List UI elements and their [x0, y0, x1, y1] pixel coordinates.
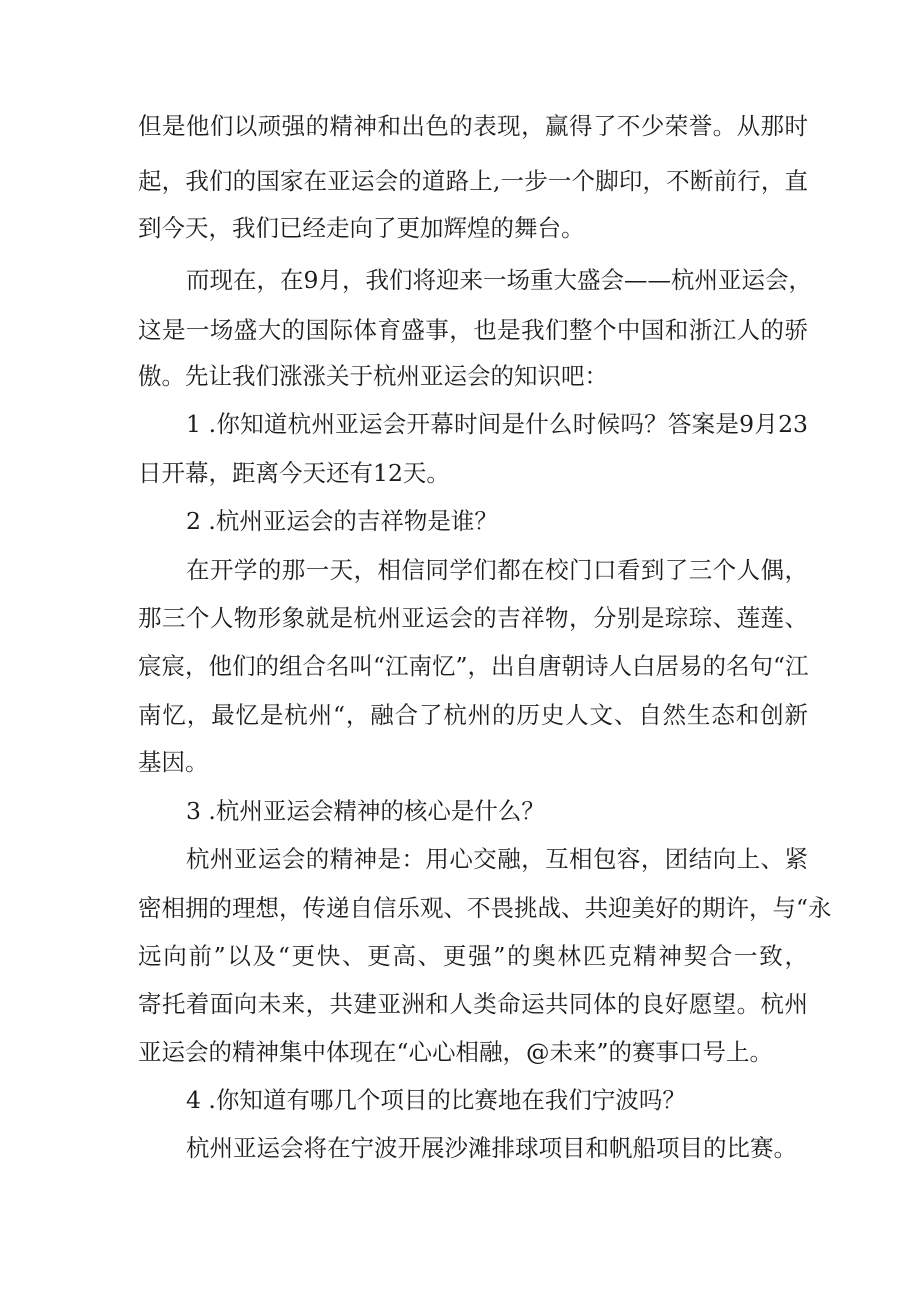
- text-line: 这是一场盛大的国际体育盛事，也是我们整个中国和浙江人的骄: [138, 316, 808, 344]
- question-line: 1 .你知道杭州亚运会开幕时间是什么时候吗？答案是9月23: [186, 410, 808, 438]
- text-line: 傲。先让我们涨涨关于杭州亚运会的知识吧：: [138, 362, 608, 390]
- answer-line: 日开幕，距离今天还有12天。: [138, 459, 450, 487]
- text-line: 亚运会的精神集中体现在“心心相融，@未来”的赛事口号上。: [138, 1038, 774, 1066]
- text-line: 在开学的那一天，相信同学们都在校门口看到了三个人偶，: [186, 556, 808, 584]
- text-line: 到今天，我们已经走向了更加辉煌的舞台。: [138, 214, 585, 242]
- text-line: 那三个人物形象就是杭州亚运会的吉祥物，分别是琮琮、莲莲、: [138, 604, 808, 632]
- text-line: 起，我们的国家在亚运会的道路上,一步一个脚印，不断前行，直: [138, 167, 808, 195]
- text-line: 密相拥的理想，传递自信乐观、不畏挑战、共迎美好的期许，与“永: [138, 894, 832, 922]
- text-line: 杭州亚运会的精神是：用心交融，互相包容，团结向上、紧: [186, 845, 808, 873]
- text-line: 远向前”以及“更快、更高、更强”的奥林匹克精神契合一致，: [138, 942, 808, 970]
- question-line: 4 .你知道有哪几个项目的比赛地在我们宁波吗？: [186, 1086, 686, 1114]
- text-line: 宸宸，他们的组合名叫“江南忆”，出自唐朝诗人白居易的名句“江: [138, 652, 809, 680]
- text-line: 但是他们以顽强的精神和出色的表现，赢得了不少荣誉。从那时: [138, 112, 808, 140]
- text-line: 而现在，在9月，我们将迎来一场重大盛会——杭州亚运会，: [186, 266, 812, 294]
- text-line: 寄托着面向未来，共建亚洲和人类命运共同体的良好愿望。杭州: [138, 990, 808, 1018]
- text-line: 基因。: [138, 748, 209, 776]
- question-line: 3 .杭州亚运会精神的核心是什么？: [186, 797, 545, 825]
- text-line: 南忆，最忆是杭州“，融合了杭州的历史人文、自然生态和创新: [138, 701, 808, 729]
- question-line: 2 .杭州亚运会的吉祥物是谁？: [186, 507, 498, 535]
- answer-line: 杭州亚运会将在宁波开展沙滩排球项目和帆船项目的比赛。: [186, 1134, 797, 1162]
